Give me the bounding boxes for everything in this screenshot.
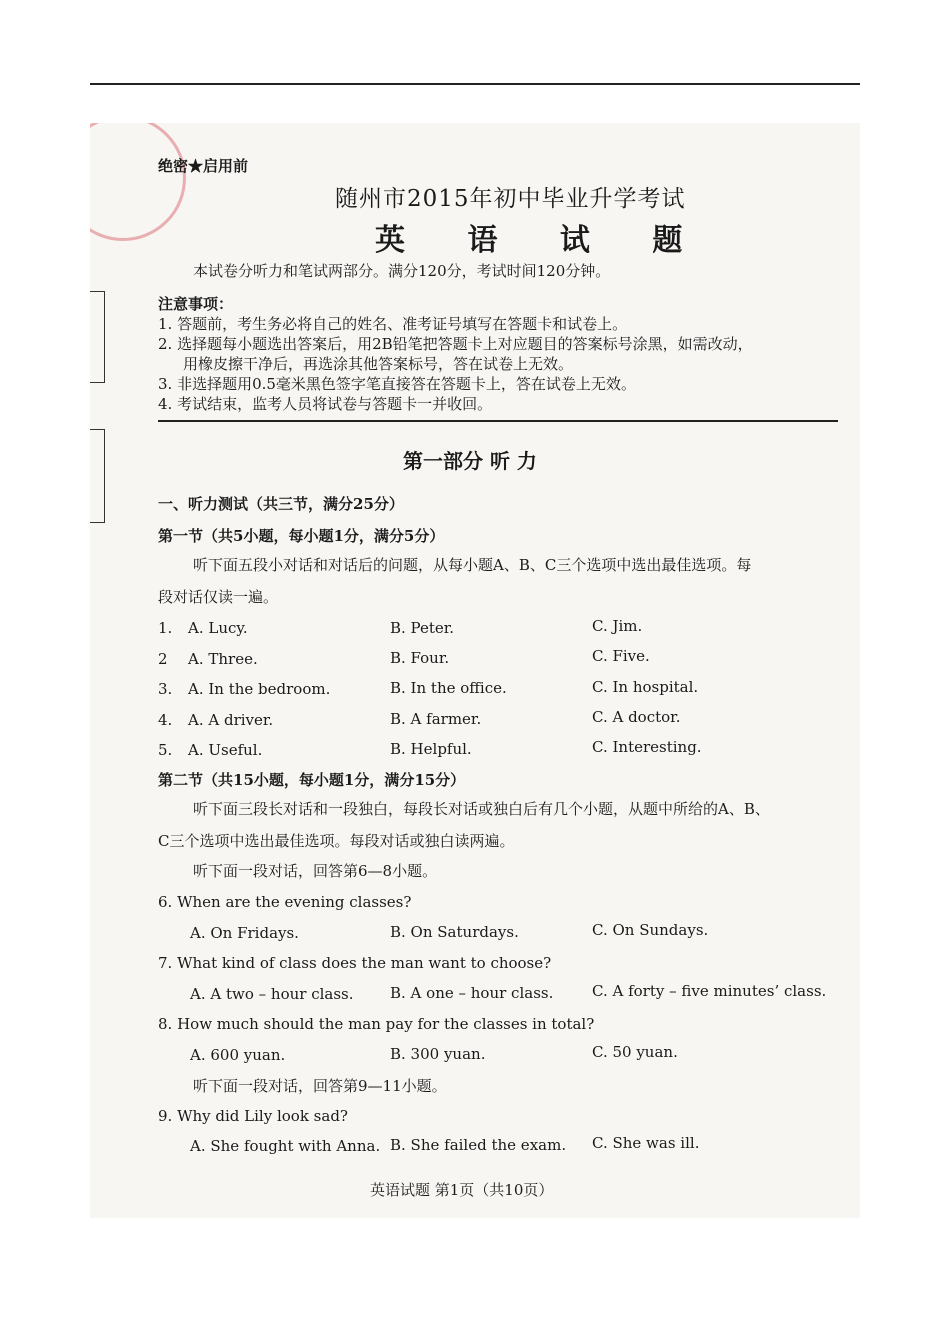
option-b: B. She failed the exam. bbox=[390, 1136, 567, 1154]
question-number: 3. bbox=[158, 680, 173, 698]
question-stem: 6. When are the evening classes? bbox=[158, 893, 412, 911]
option-c: C. In hospital. bbox=[592, 678, 699, 696]
option-a: A. Lucy. bbox=[188, 619, 248, 637]
note-item: 3. 非选择题用0.5毫米黑色签字笔直接答在答题卡上，答在试卷上无效。 bbox=[158, 375, 636, 393]
question-number: 4. bbox=[158, 711, 173, 729]
note-item: 4. 考试结束，监考人员将试卷与答题卡一并收回。 bbox=[158, 395, 493, 413]
scanned-page bbox=[90, 123, 860, 1218]
subject-title: 英 语 试 题 bbox=[375, 223, 709, 258]
option-b: B. 300 yuan. bbox=[390, 1045, 486, 1063]
option-a: A. A driver. bbox=[188, 711, 274, 729]
option-a: A. A two – hour class. bbox=[190, 985, 354, 1003]
option-c: C. 50 yuan. bbox=[592, 1043, 678, 1061]
exam-title: 随州市2015年初中毕业升学考试 bbox=[335, 186, 686, 212]
top-rule bbox=[90, 83, 860, 85]
option-b: B. On Saturdays. bbox=[390, 923, 519, 941]
option-b: B. A farmer. bbox=[390, 710, 482, 728]
sec2-title: 第二节（共15小题，每小题1分，满分15分） bbox=[158, 771, 466, 789]
note-item: 2. 选择题每小题选出答案后，用2B铅笔把答题卡上对应题目的答案标号涂黑，如需改动， bbox=[158, 335, 753, 353]
sec1-instruction: 段对话仅读一遍。 bbox=[158, 588, 279, 606]
binding-mark bbox=[90, 429, 105, 523]
part-title: 第一部分 听 力 bbox=[403, 449, 537, 473]
red-seal-stamp bbox=[90, 123, 186, 241]
option-b: B. Peter. bbox=[390, 619, 455, 637]
binding-mark bbox=[90, 291, 105, 383]
option-c: C. A doctor. bbox=[592, 708, 681, 726]
question-stem: 8. How much should the man pay for the classes in total? bbox=[158, 1015, 595, 1033]
page-footer: 英语试题 第1页（共10页） bbox=[370, 1181, 554, 1199]
option-b: B. In the office. bbox=[390, 679, 507, 697]
sec2-instruction: 听下面三段长对话和一段独白，每段长对话或独白后有几个小题，从题中所给的A、B、 bbox=[193, 800, 770, 818]
intro-text: 本试卷分听力和笔试两部分。满分120分，考试时间120分钟。 bbox=[193, 262, 611, 280]
note-item: 1. 答题前，考生务必将自己的姓名、准考证号填写在答题卡和试卷上。 bbox=[158, 315, 628, 333]
notes-heading: 注意事项： bbox=[158, 295, 234, 313]
option-b: B. A one – hour class. bbox=[390, 984, 554, 1002]
option-c: C. Jim. bbox=[592, 617, 643, 635]
option-a: A. She fought with Anna. bbox=[190, 1137, 381, 1155]
note-item: 用橡皮擦干净后，再选涂其他答案标号，答在试卷上无效。 bbox=[183, 355, 574, 373]
question-stem: 7. What kind of class does the man want to choose? bbox=[158, 954, 552, 972]
option-c: C. A forty – five minutes’ class. bbox=[592, 982, 827, 1000]
question-number: 2 bbox=[158, 650, 168, 668]
option-b: B. Helpful. bbox=[390, 740, 472, 758]
sec1-instruction: 听下面五段小对话和对话后的问题，从每小题A、B、C三个选项中选出最佳选项。每 bbox=[193, 556, 752, 574]
option-c: C. On Sundays. bbox=[592, 921, 709, 939]
sec2-instruction: C三个选项中选出最佳选项。每段对话或独白读两遍。 bbox=[158, 832, 515, 850]
option-c: C. Interesting. bbox=[592, 738, 702, 756]
option-c: C. She was ill. bbox=[592, 1134, 700, 1152]
option-a: A. Useful. bbox=[188, 741, 263, 759]
option-a: A. 600 yuan. bbox=[190, 1046, 286, 1064]
option-b: B. Four. bbox=[390, 649, 450, 667]
option-a: A. Three. bbox=[188, 650, 258, 668]
sec1-title: 第一节（共5小题，每小题1分，满分5分） bbox=[158, 527, 445, 545]
secret-label: 绝密★启用前 bbox=[158, 157, 249, 175]
dialogue-lead: 听下面一段对话，回答第6—8小题。 bbox=[193, 862, 438, 880]
option-a: A. In the bedroom. bbox=[188, 680, 331, 698]
question-number: 5. bbox=[158, 741, 173, 759]
question-stem: 9. Why did Lily look sad? bbox=[158, 1107, 348, 1125]
option-a: A. On Fridays. bbox=[190, 924, 299, 942]
option-c: C. Five. bbox=[592, 647, 650, 665]
question-number: 1. bbox=[158, 619, 173, 637]
dialogue-lead: 听下面一段对话，回答第9—11小题。 bbox=[193, 1077, 447, 1095]
notes-divider bbox=[158, 420, 838, 422]
section-title: 一、听力测试（共三节，满分25分） bbox=[158, 495, 404, 513]
